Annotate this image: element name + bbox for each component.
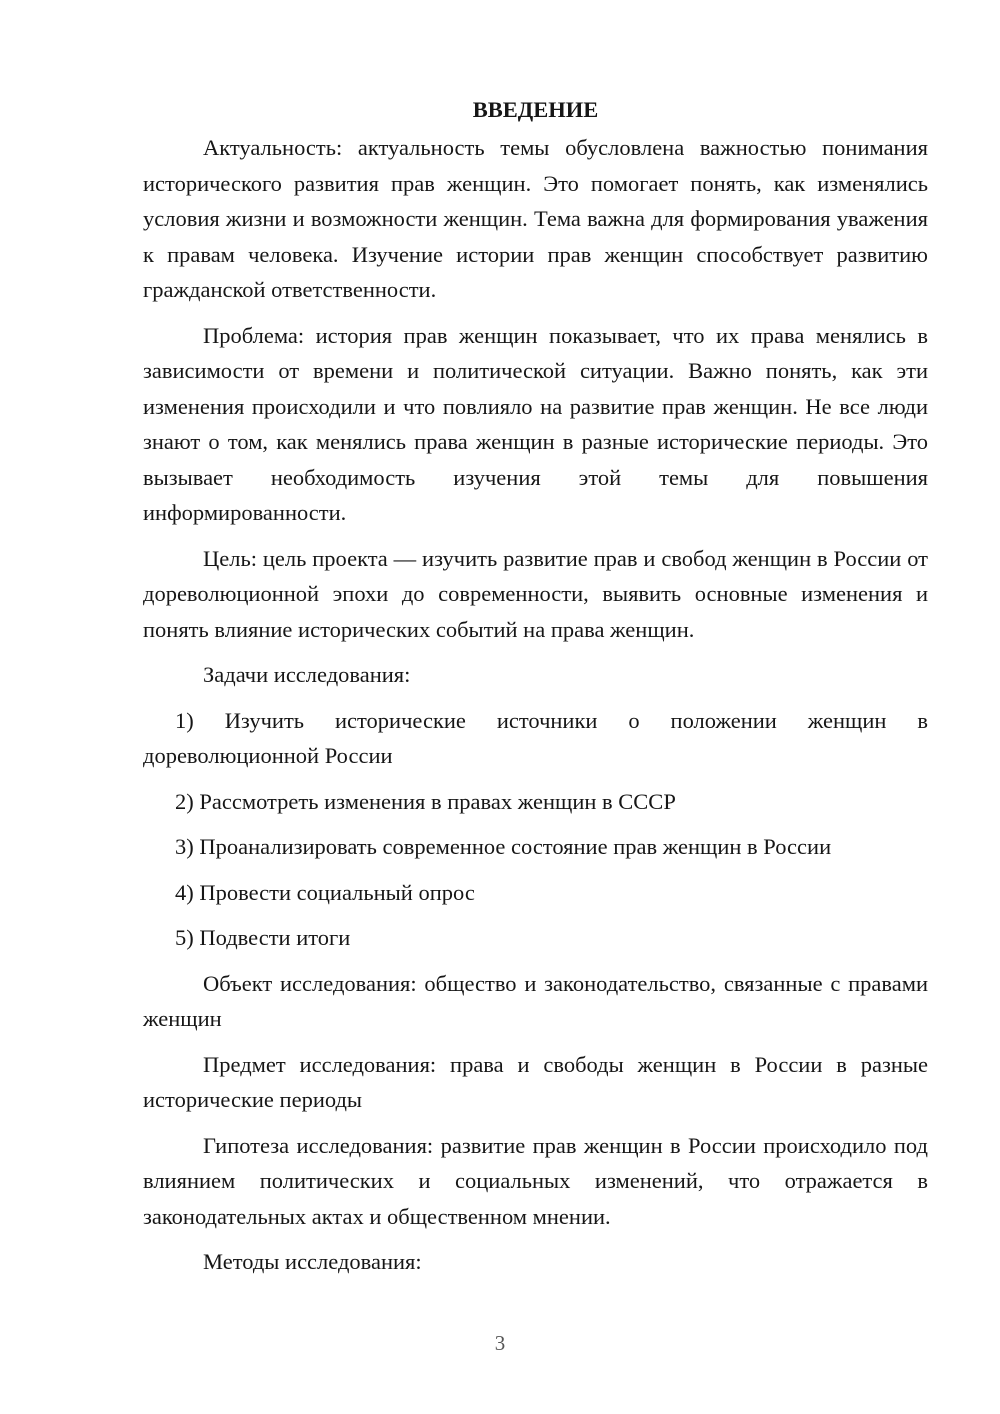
tasks-heading: Задачи исследования: xyxy=(203,662,411,687)
task-item xyxy=(143,829,928,865)
task-number: 1) xyxy=(175,707,194,733)
tasks-list xyxy=(143,703,928,956)
task-number: 5) xyxy=(175,925,194,950)
task-item xyxy=(143,875,928,911)
task-item xyxy=(143,920,928,956)
task-text: Проанализировать современное состояние прав женщин в России xyxy=(199,834,832,859)
goal-paragraph: Цель: цель проекта — изучить развитие прав и свобод женщин в России от дореволюционной эпохи до современности, выявить основные изменения и понять влияние исторических событий на права женщин. xyxy=(143,545,928,642)
task-text: Подвести итоги xyxy=(199,925,351,950)
task-item xyxy=(143,703,928,774)
task-text: Изучить исторические источники о положении женщин в дореволюционной России xyxy=(143,707,928,768)
problem-paragraph: Проблема: история прав женщин показывает, что их права менялись в зависимости от времени и политической ситуации. Важно понять, как эти изменения происходили и что повлияло на развитие прав женщин. Не все люди знают о том, как менялись права женщин в разные исторические периоды. Это вызывает необходимость изучения этой темы для повышения информированности. xyxy=(143,322,928,525)
document-page xyxy=(143,92,928,1290)
task-item xyxy=(143,784,928,820)
methods-heading: Методы исследования: xyxy=(203,1249,422,1274)
subject-paragraph: Предмет исследования: права и свободы женщин в России в разные исторические периоды xyxy=(143,1051,928,1112)
section-title: ВВЕДЕНИЕ xyxy=(472,97,599,122)
task-text: Провести социальный опрос xyxy=(199,879,475,905)
object-paragraph: Объект исследования: общество и законодательство, связанные с правами женщин xyxy=(143,970,928,1031)
task-number: 2) xyxy=(175,788,194,814)
relevance-paragraph: Актуальность: актуальность темы обусловлена важностью понимания исторического развития прав женщин. Это помогает понять, как изменялись условия жизни и возможности женщин. Тема важна для формирования уважения к правам человека. Изучение истории прав женщин способствует развитию гражданской ответственности. xyxy=(143,135,928,302)
page-number: 3 xyxy=(494,1331,506,1355)
task-number: 3) xyxy=(175,834,194,859)
task-number: 4) xyxy=(175,879,194,905)
task-text: Рассмотреть изменения в правах женщин в СССР xyxy=(199,788,676,814)
hypothesis-paragraph: Гипотеза исследования: развитие прав женщин в России происходило под влиянием политических и социальных изменений, что отражается в законодательных актах и общественном мнении. xyxy=(143,1132,928,1229)
